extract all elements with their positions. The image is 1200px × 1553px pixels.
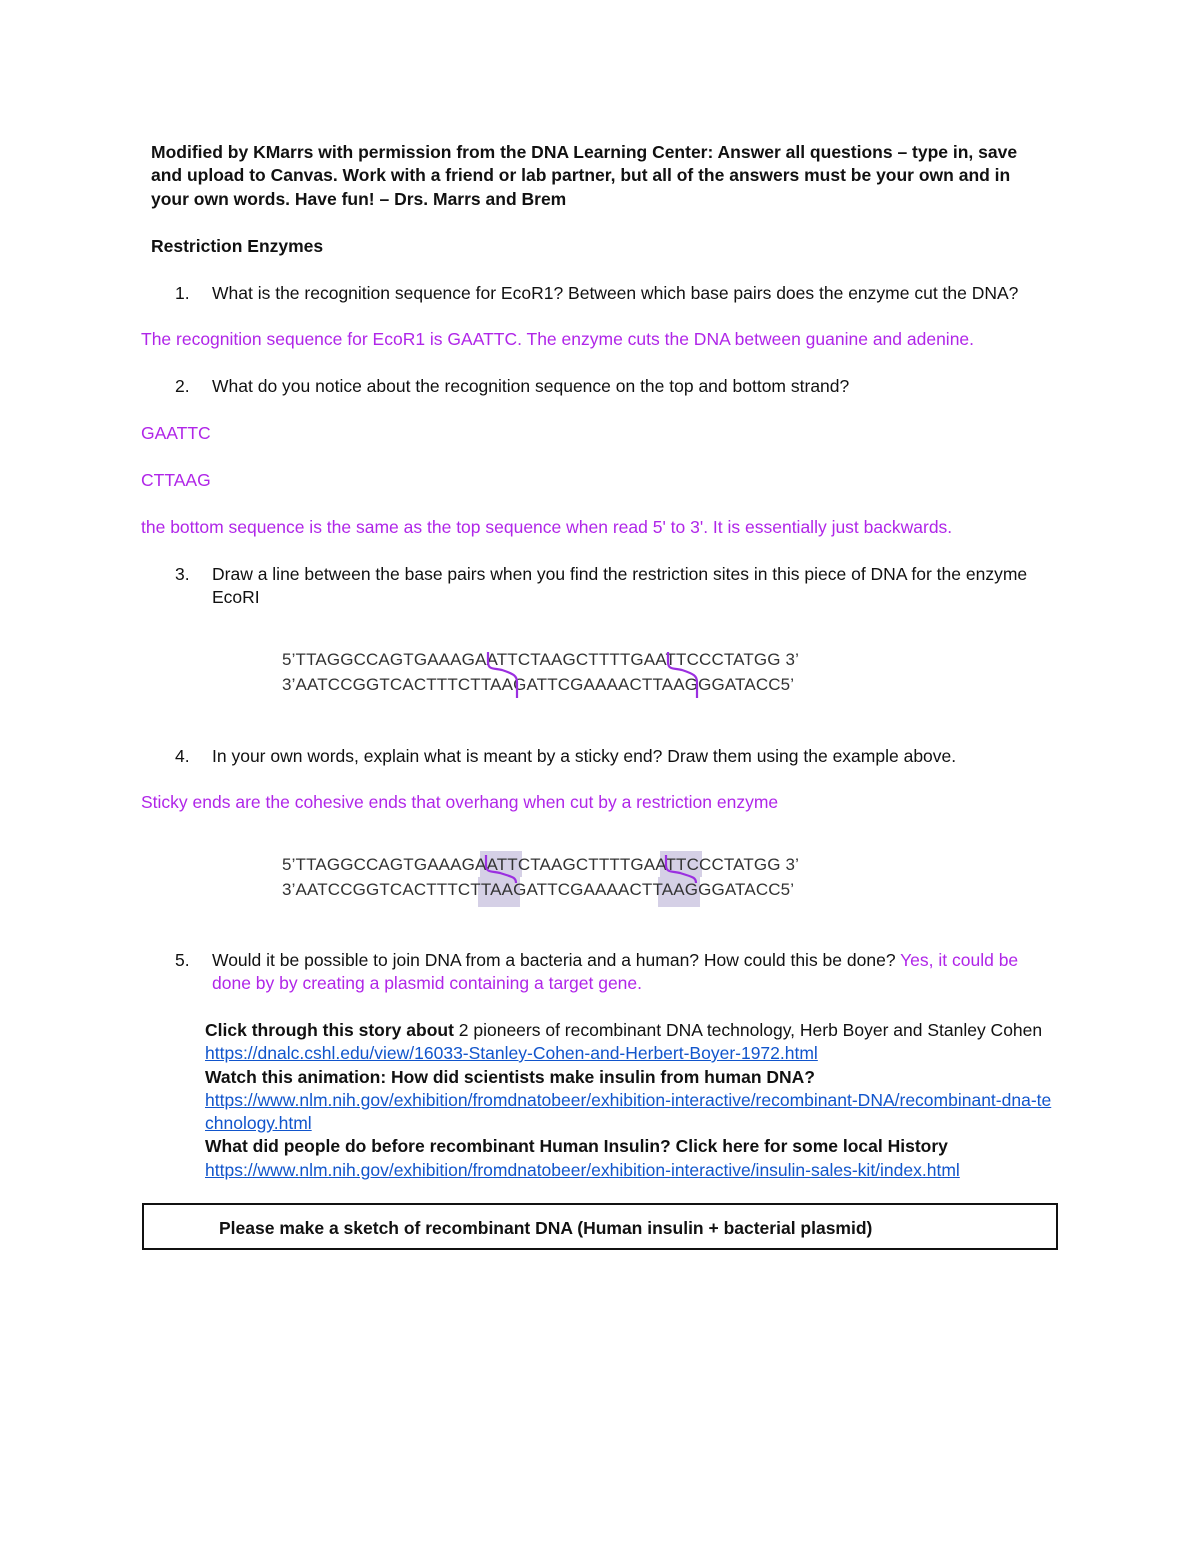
section-title: Restriction Enzymes bbox=[151, 236, 324, 256]
animation-link-line-1[interactable]: https://www.nlm.nih.gov/exhibition/fromdnatobeer/exhibition-interactive/recombinant-DNA/recombinant-dna-te bbox=[205, 1090, 1052, 1110]
question-3-text-line-2: EcoRI bbox=[212, 587, 260, 607]
dna-top-strand: 5’TTAGGCCAGTGAAAGAATTCTAAGCTTTTGAATTCCCTATGG 3’ bbox=[282, 650, 800, 669]
question-2-number: 2. bbox=[175, 376, 190, 396]
question-3-number: 3. bbox=[175, 564, 190, 584]
dna-bottom-strand-2: 3’AATCCGGTCACTTTCTTAAGATTCGAAAACTTAAGGGATACC5’ bbox=[282, 880, 795, 899]
animation-link-line-2[interactable]: chnology.html bbox=[205, 1113, 312, 1133]
question-3-text-line-1: Draw a line between the base pairs when you find the restriction sites in this piece of DNA for the enzyme bbox=[212, 564, 1028, 584]
question-1-text: What is the recognition sequence for EcoR1? Between which base pairs does the enzyme cut the DNA? bbox=[212, 283, 1019, 303]
story-label: Click through this story about bbox=[205, 1020, 454, 1040]
sketch-box[interactable] bbox=[142, 1203, 1058, 1250]
intro-line-3: your own words. Have fun! – Drs. Marrs and Brem bbox=[151, 189, 567, 209]
intro-line-1: Modified by KMarrs with permission from the DNA Learning Center: Answer all questions – type in, save bbox=[151, 142, 1018, 162]
story-line bbox=[205, 1020, 1042, 1041]
dna-diagram-cut bbox=[282, 648, 842, 704]
history-label: What did people do before recombinant Human Insulin? Click here for some local History bbox=[205, 1136, 948, 1156]
cut-line-1 bbox=[488, 652, 517, 698]
question-5-line-1 bbox=[212, 950, 1018, 971]
answer-2-top-sequence: GAATTC bbox=[141, 423, 211, 443]
answer-5-part-2: done by by creating a plasmid containing a target gene. bbox=[212, 973, 643, 993]
answer-2-bottom-sequence: CTTAAG bbox=[141, 470, 211, 490]
question-5-number: 5. bbox=[175, 950, 190, 970]
sticky-cut-line-1 bbox=[486, 855, 516, 883]
sticky-cut-line-2 bbox=[666, 855, 696, 883]
history-link[interactable]: https://www.nlm.nih.gov/exhibition/fromdnatobeer/exhibition-interactive/insulin-sales-kit/index.html bbox=[205, 1160, 960, 1180]
cut-line-2 bbox=[668, 652, 697, 698]
question-5-text: Would it be possible to join DNA from a bacteria and a human? How could this be done? bbox=[212, 950, 901, 970]
question-2-text: What do you notice about the recognition sequence on the top and bottom strand? bbox=[212, 376, 850, 396]
dna-diagram-sticky-ends bbox=[282, 853, 842, 909]
question-4-number: 4. bbox=[175, 746, 190, 766]
cut-lines-overlay bbox=[282, 648, 842, 704]
story-link[interactable]: https://dnalc.cshl.edu/view/16033-Stanley-Cohen-and-Herbert-Boyer-1972.html bbox=[205, 1043, 818, 1063]
dna-top-strand-2: 5’TTAGGCCAGTGAAAGAATTCTAAGCTTTTGAATTCCCTATGG 3’ bbox=[282, 855, 800, 874]
story-description: 2 pioneers of recombinant DNA technology, Herb Boyer and Stanley Cohen bbox=[453, 1020, 1043, 1040]
animation-label: Watch this animation: How did scientists make insulin from human DNA? bbox=[205, 1067, 815, 1087]
answer-1: The recognition sequence for EcoR1 is GAATTC. The enzyme cuts the DNA between guanine and adenine. bbox=[141, 329, 975, 349]
question-4-text: In your own words, explain what is meant by a sticky end? Draw them using the example above. bbox=[212, 746, 957, 766]
question-1-number: 1. bbox=[175, 283, 190, 303]
sticky-cut-lines-overlay bbox=[282, 853, 842, 909]
answer-5-part-1: Yes, it could be bbox=[900, 950, 1019, 970]
answer-4: Sticky ends are the cohesive ends that overhang when cut by a restriction enzyme bbox=[141, 792, 779, 812]
dna-bottom-strand: 3’AATCCGGTCACTTTCTTAAGATTCGAAAACTTAAGGGATACC5’ bbox=[282, 675, 795, 694]
sketch-prompt: Please make a sketch of recombinant DNA (Human insulin + bacterial plasmid) bbox=[219, 1218, 873, 1238]
intro-line-2: and upload to Canvas. Work with a friend or lab partner, but all of the answers must be your own and in bbox=[151, 165, 1011, 185]
answer-2: the bottom sequence is the same as the top sequence when read 5' to 3'. It is essentially just backwards. bbox=[141, 517, 953, 537]
